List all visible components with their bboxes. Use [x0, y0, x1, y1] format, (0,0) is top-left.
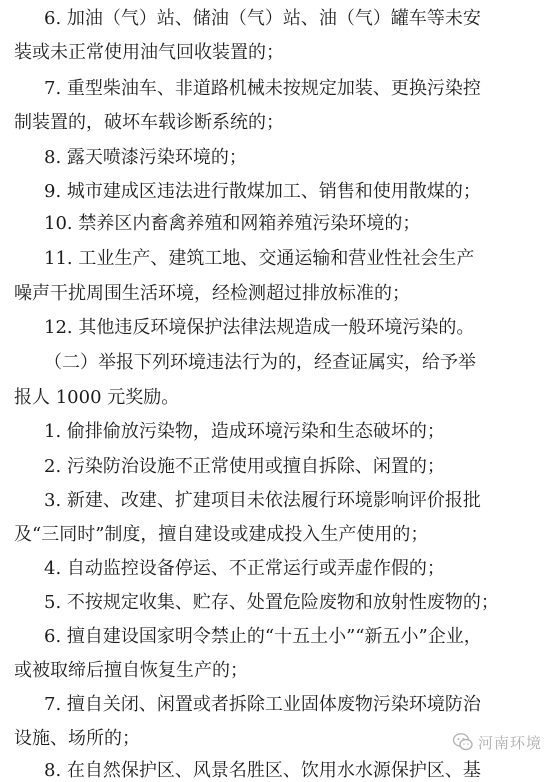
text-line: 7. 擅自关闭、闲置或者拆除工业固体废物污染环境防治 [44, 694, 481, 715]
text-line: 装或未正常使用油气回收装置的； [14, 42, 284, 63]
text-line: 12. 其他违反环境保护法律法规造成一般环境污染的。 [44, 317, 475, 338]
text-line: 7. 重型柴油车、非道路机械未按规定加装、更换污染控 [44, 78, 481, 99]
text-line: 3. 新建、改建、扩建项目未依法履行环境影响评价报批 [44, 490, 481, 511]
text-line: 1. 偷排偷放污染物，造成环境污染和生态破坏的； [44, 421, 445, 442]
text-line: 10. 禁养区内畜禽养殖和网箱养殖污染环境的； [44, 213, 421, 234]
text-line: 5. 不按规定收集、贮存、处置危险废物和放射性废物的； [44, 592, 499, 613]
wechat-logo-icon [452, 731, 474, 753]
text-line: 8. 露天喷漆污染环境的； [44, 147, 247, 168]
text-line: 4. 自动监控设备停运、不正常运行或弄虚作假的； [44, 558, 445, 579]
text-line: 噪声干扰周围生活环境，经检测超过排放标准的； [14, 283, 410, 304]
text-line: 及“三同时”制度，擅自建设或建成投入生产使用的； [14, 524, 429, 545]
text-line: 8. 在自然保护区、风景名胜区、饮用水水源保护区、基 [44, 760, 481, 781]
text-line: （二）举报下列环境违法行为的，经查证属实，给予举 [44, 352, 476, 373]
watermark [452, 731, 542, 753]
text-line: 报人 1000 元奖励。 [14, 387, 180, 408]
text-line: 6. 擅自建设国家明令禁止的“十五土小”“新五小”企业， [44, 626, 482, 647]
text-line: 6. 加油（气）站、储油（气）站、油（气）罐车等未安 [44, 8, 481, 29]
text-line: 11. 工业生产、建筑工地、交通运输和营业性社会生产 [44, 248, 475, 269]
text-line: 9. 城市建成区违法进行散煤加工、销售和使用散煤的； [44, 181, 481, 202]
watermark-text: 河南环境 [477, 733, 542, 752]
text-line: 或被取缔后擅自恢复生产的； [14, 660, 248, 681]
text-line: 2. 污染防治设施不正常使用或擅自拆除、闲置的； [44, 456, 445, 477]
text-line: 设施、场所的； [14, 728, 140, 749]
text-line: 制装置的，破坏车载诊断系统的； [14, 112, 284, 133]
